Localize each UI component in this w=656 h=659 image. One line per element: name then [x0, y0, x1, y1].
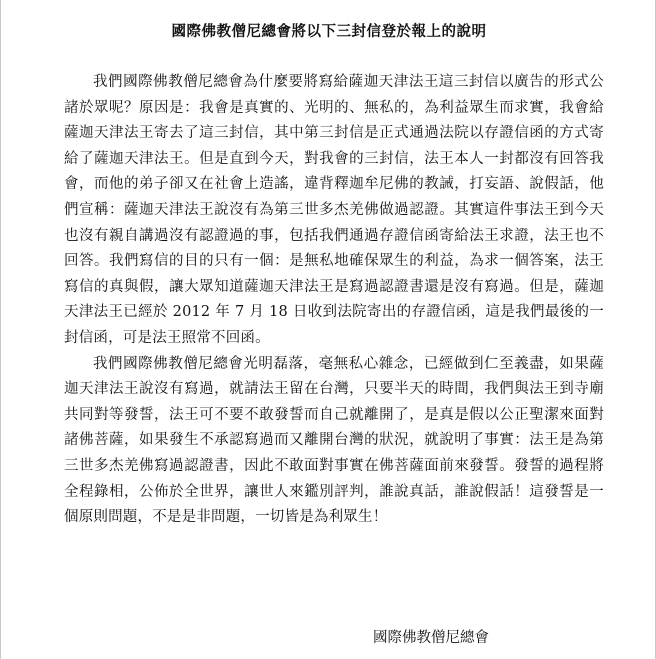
signature: 國際佛教僧尼總會: [373, 630, 489, 646]
paragraph-2: 我們國際佛教僧尼總會光明磊落，毫無私心雜念，已經做到仁至義盡，如果薩迦天津法王說沒有寫過，就請法王留在台灣，只要半天的時間，我們與法王到寺廟共同對等發誓，法王可不要不敢發誓而自己就離開了，是真是假以公正聖潔來面對諸佛菩薩，如果發生不承認寫過而又離開台灣的狀況，就說明了事實：法王是為第三世多杰羌佛寫過認證書，因此不敢面對事實在佛菩薩面前來發誓。發誓的過程將全程錄相，公佈於全世界，讓世人來鑑別評判，誰說真話，誰說假話！這發誓是一個原則問題，不是是非問題，一切皆是為利眾生！: [64, 355, 604, 526]
paragraph-1: 我們國際佛教僧尼總會為什麼要將寫給薩迦天津法王這三封信以廣告的形式公諸於眾呢？原因是：我會是真實的、光明的、無私的，為利益眾生而求實，我會給薩迦天津法王寄去了這三封信，其中第三封信是正式通過法院以存證信函的方式寄給了薩迦天津法王。但是直到今天，對我會的三封信，法王本人一封都沒有回答我會，而他的弟子卻又在社會上造謠，違背釋迦牟尼佛的教誡，打妄語、說假話，他們宣稱：薩迦天津法王說沒有為第三世多杰羌佛做過認證。其實這件事法王到今天也沒有親自講過沒有認證過的事，包括我們通過存證信函寄給法王求證，法王也不回答。我們寫信的目的只有一個：是無私地確保眾生的利益，為求一個答案，法王寫信的真與假，讓大眾知道薩迦天津法王是寫過認證書還是沒有寫過。但是，薩迦天津法王已經於 2012 年 7 月 18 日收到法院寄出的存證信函，這是我們最後的一封信函，可是法王照常不回函。: [64, 74, 604, 346]
document-title: 國際佛教僧尼總會將以下三封信登於報上的說明: [171, 23, 487, 40]
document-body: [64, 70, 604, 531]
